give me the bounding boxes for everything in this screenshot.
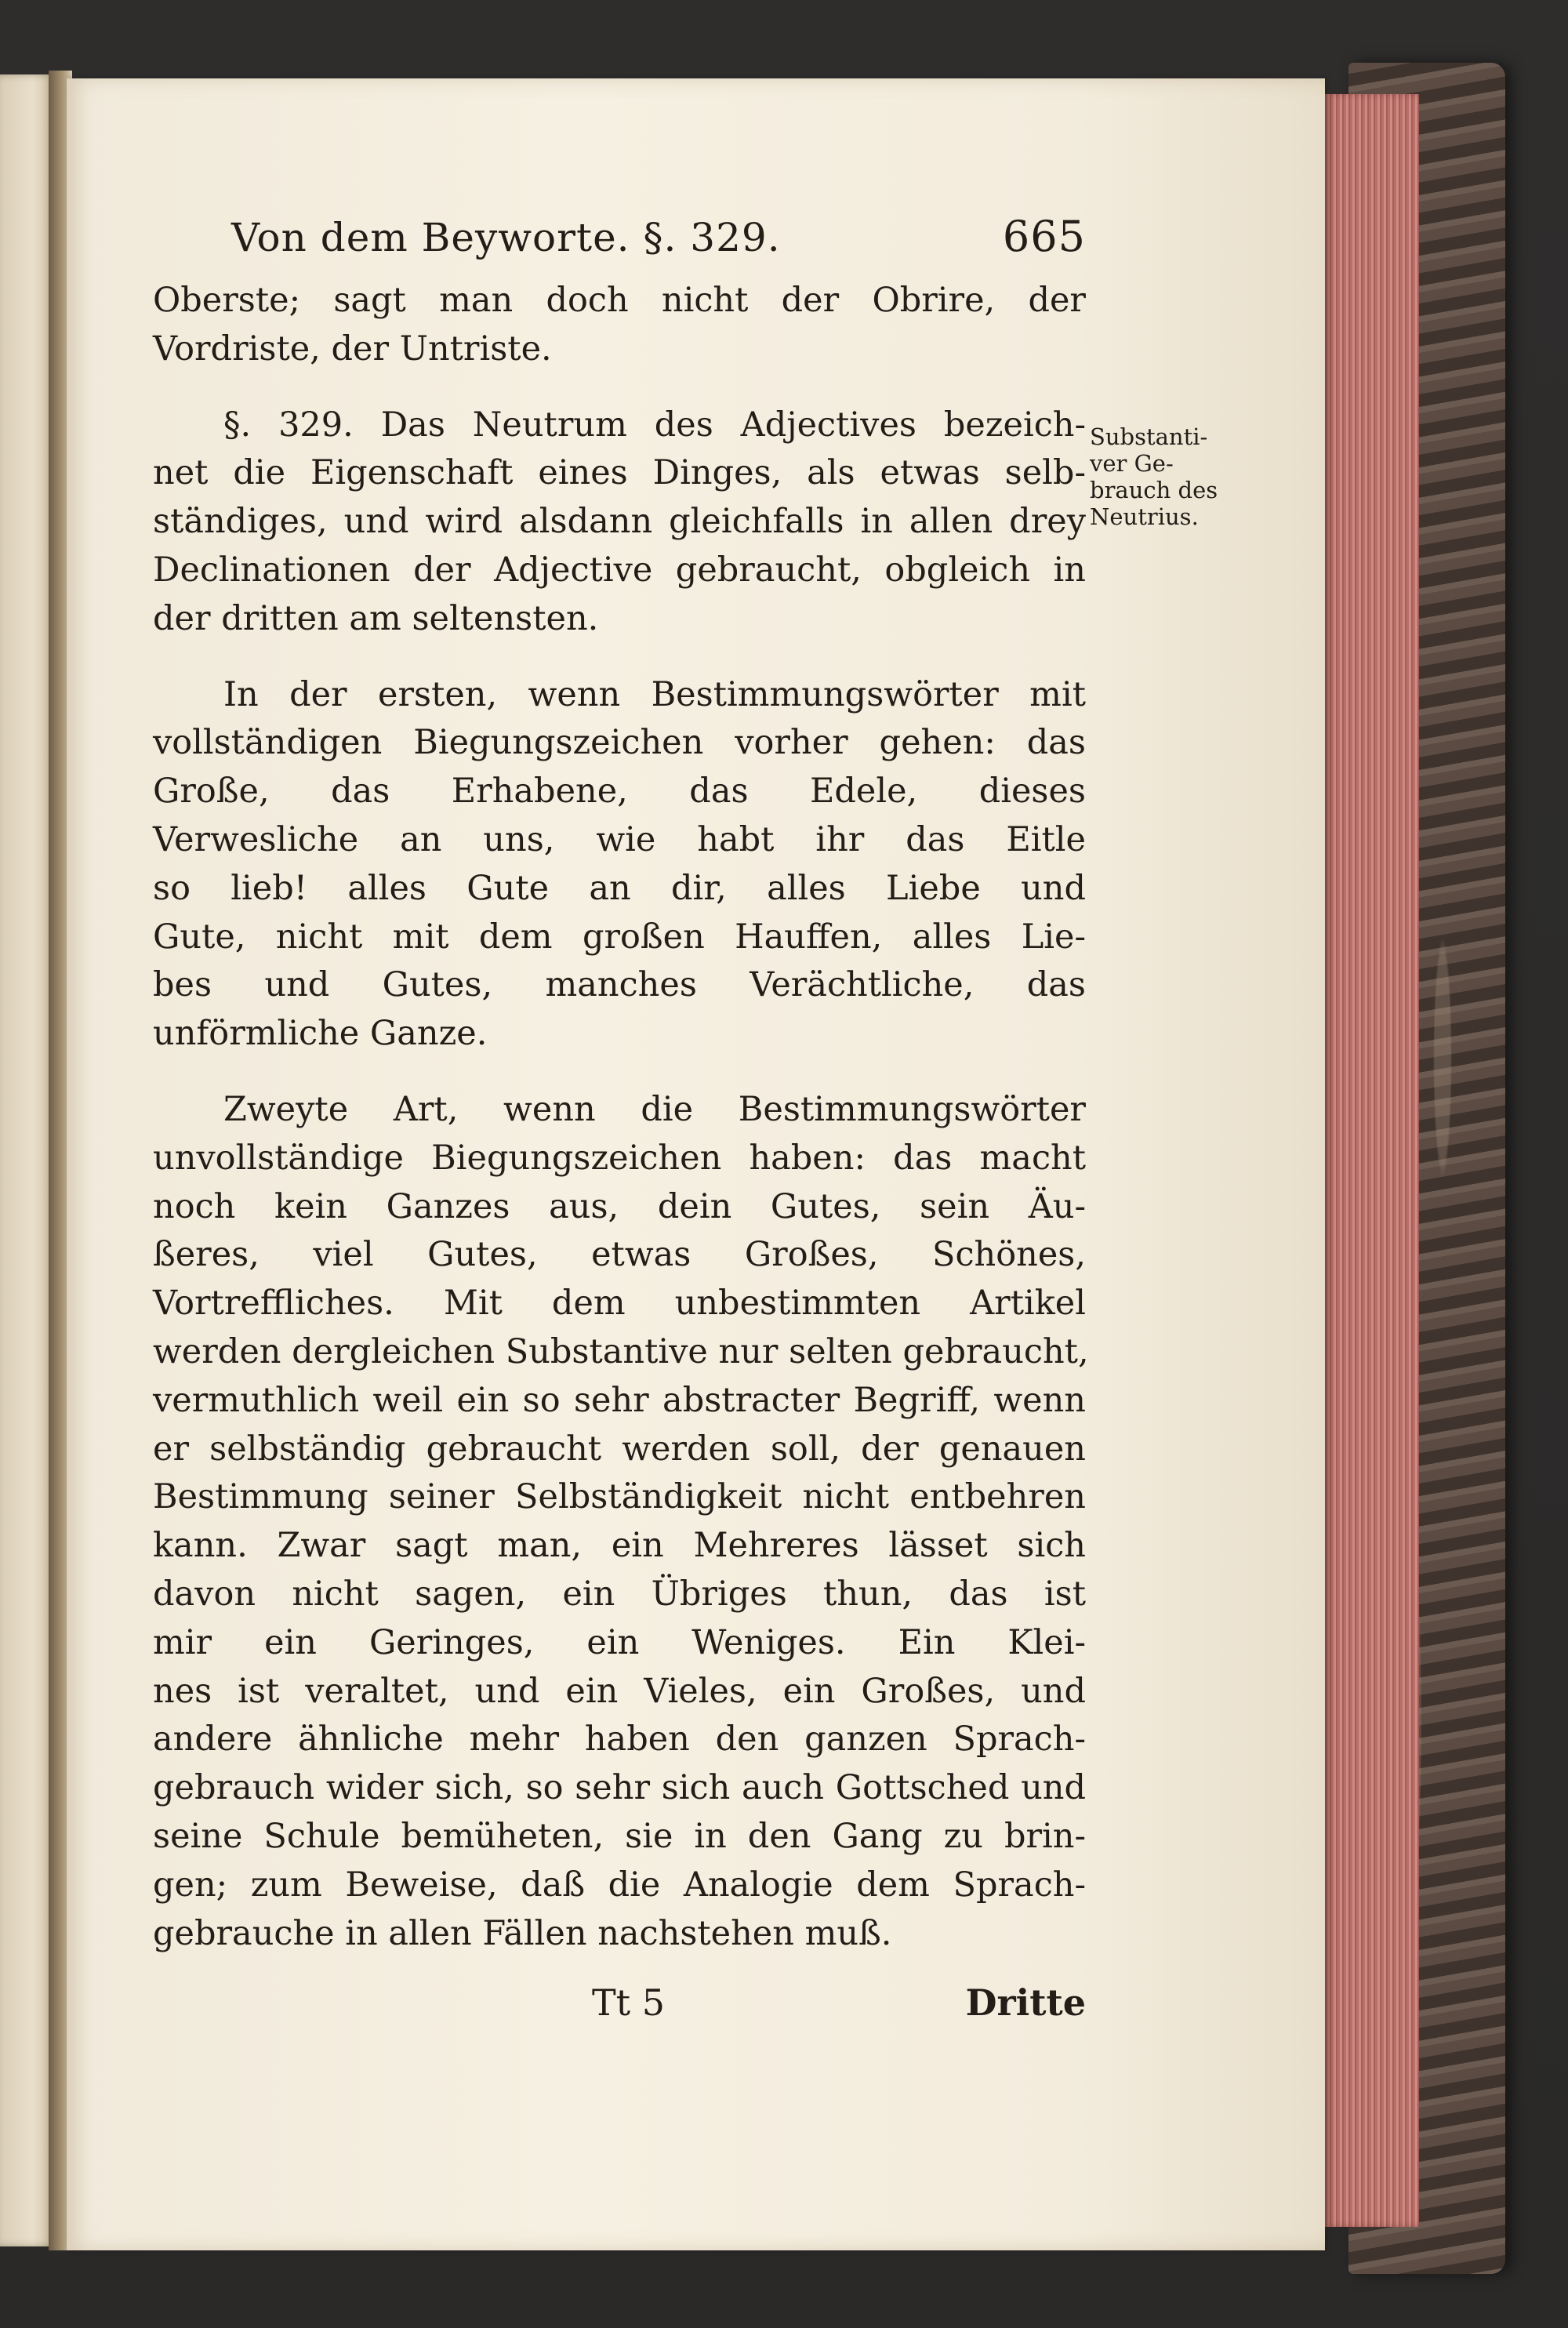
book-page: [67, 78, 1325, 2250]
marginal-note: [1090, 423, 1239, 530]
page-number: 665: [1002, 212, 1086, 261]
text-line: vollständigen Biegungszeichen vorher gehen: das: [153, 723, 1086, 763]
text-line: werden dergleichen Substantive nur selten gebraucht,: [153, 1331, 1089, 1371]
text-line: unvollständige Biegungszeichen haben: das macht: [153, 1138, 1086, 1178]
text-line: mir ein Geringes, ein Weniges. Ein Klei-: [153, 1622, 1086, 1662]
catchword: Dritte: [965, 1981, 1086, 2025]
running-head: [153, 212, 1086, 261]
text-line: so lieb! alles Gute an dir, alles Liebe und: [153, 868, 1086, 908]
text-line: andere ähnliche mehr haben den ganzen Sprach-: [153, 1720, 1086, 1760]
paragraph: [153, 1086, 1089, 1958]
paragraph: [153, 671, 1086, 1059]
marginal-note-line: Substanti-: [1090, 423, 1208, 450]
text-line: Große, das Erhabene, das Edele, dieses: [153, 772, 1086, 812]
text-line: §. 329. Das Neutrum des Adjectives bezeich-: [223, 405, 1086, 445]
text-line: davon nicht sagen, ein Übriges thun, das ist: [153, 1574, 1086, 1614]
text-line: ständiges, und wird alsdann gleichfalls in allen drey: [153, 502, 1086, 542]
marginal-note-line: Neutrius.: [1090, 503, 1199, 530]
text-line: Vordriste, der Untriste.: [153, 329, 552, 369]
text-line: unförmliche Ganze.: [153, 1014, 488, 1054]
body-text: [153, 277, 1089, 1958]
text-line: vermuthlich weil ein so sehr abstracter Begriff, wenn: [153, 1380, 1086, 1420]
paragraph-gap: [153, 644, 1086, 671]
paragraph-gap: [153, 374, 1086, 401]
text-line: gebrauch wider sich, so sehr sich auch Gottsched und: [153, 1768, 1086, 1808]
text-line: er selbständig gebraucht werden soll, der genauen: [153, 1429, 1086, 1469]
page-footer: [153, 1981, 1086, 2024]
page-edges: [1325, 94, 1419, 2227]
text-line: Declinationen der Adjective gebraucht, obgleich in: [153, 550, 1086, 590]
text-line: nes ist veraltet, und ein Vieles, ein Großes, und: [153, 1671, 1086, 1711]
text-line: net die Eigenschaft eines Dinges, als etwas selb-: [153, 453, 1086, 493]
text-line: Gute, nicht mit dem großen Hauffen, alles Lie-: [153, 917, 1086, 957]
text-line: Zweyte Art, wenn die Bestimmungswörter: [223, 1089, 1086, 1129]
signature-mark: Tt 5: [592, 1981, 666, 2025]
running-head-title: Von dem Beyworte. §. 329.: [231, 215, 781, 260]
paragraph: [153, 277, 1086, 374]
text-line: Bestimmung seiner Selbständigkeit nicht entbehren: [153, 1477, 1086, 1517]
paragraph: [153, 401, 1086, 644]
marginal-note-line: brauch des: [1090, 477, 1218, 503]
text-line: gen; zum Beweise, daß die Analogie dem Sprach-: [153, 1865, 1086, 1905]
marginal-note-line: ver Ge-: [1090, 450, 1174, 477]
text-block: [153, 212, 1089, 2025]
text-line: ßeres, viel Gutes, etwas Großes, Schönes,: [153, 1235, 1086, 1275]
text-line: gebrauche in allen Fällen nachstehen muß.: [153, 1913, 892, 1953]
text-line: der dritten am seltensten.: [153, 598, 599, 638]
text-line: kann. Zwar sagt man, ein Mehreres lässet sich: [153, 1526, 1086, 1566]
text-line: Verwesliche an uns, wie habt ihr das Eitle: [153, 819, 1086, 859]
text-line: Oberste; sagt man doch nicht der Obrire, der: [153, 281, 1086, 320]
text-line: seine Schule bemüheten, sie in den Gang zu brin-: [153, 1816, 1086, 1856]
left-page-edge: [0, 74, 55, 2246]
paragraph-gap: [153, 1059, 1086, 1086]
text-line: noch kein Ganzes aus, dein Gutes, sein Äu-: [153, 1186, 1086, 1226]
text-line: Vortreffliches. Mit dem unbestimmten Artikel: [153, 1284, 1086, 1324]
text-line: In der ersten, wenn Bestimmungswörter mit: [223, 674, 1086, 714]
text-line: bes und Gutes, manches Verächtliche, das: [153, 965, 1086, 1005]
